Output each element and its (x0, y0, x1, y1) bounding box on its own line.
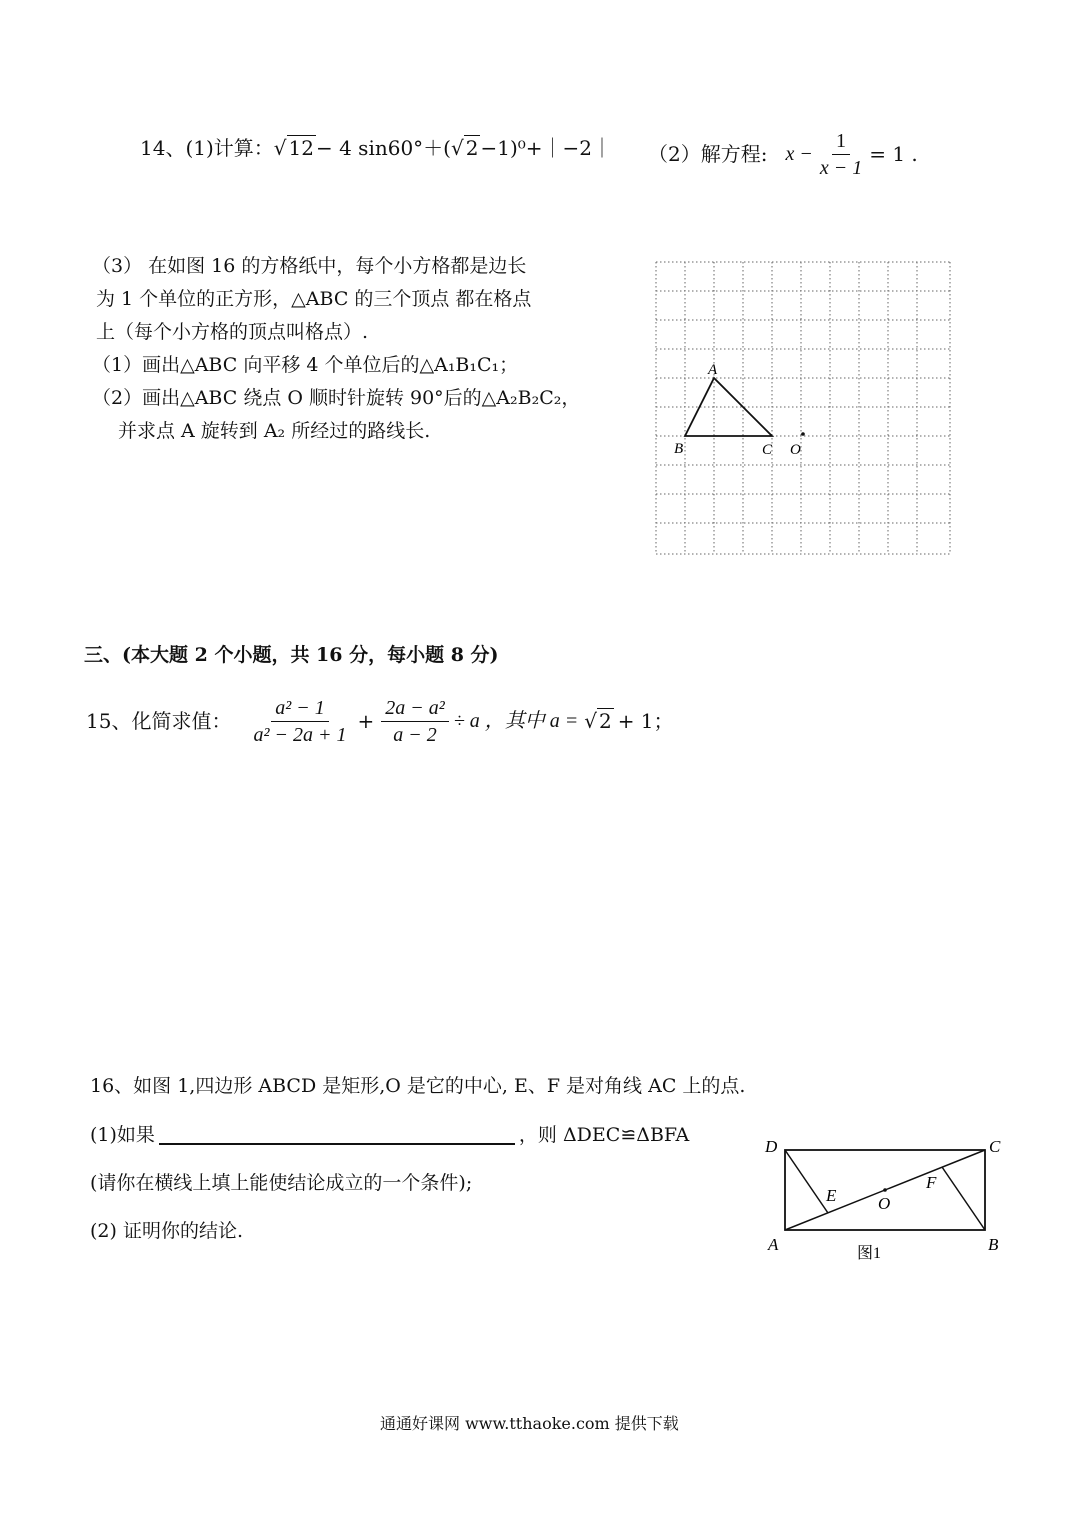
q14-part1-rest: − 4 sin60°＋( (315, 136, 451, 160)
label-b: B (674, 441, 684, 457)
q15-div: ÷ a ，其中 a = (453, 710, 579, 732)
answer-blank[interactable] (159, 1125, 515, 1145)
q16-condition (90, 1125, 689, 1145)
q15-f1-denominator: a² − 2a + 1 (253, 723, 347, 746)
equation-lhs: x − (785, 143, 813, 165)
fig-label-b: B (988, 1235, 999, 1254)
fig-caption: 图1 (857, 1245, 882, 1262)
q14-3-line5: （2）画出△ABC 绕点 O 顺时针旋转 90°后的△A₂B₂C₂， (92, 387, 581, 409)
q15-tail: + 1； (617, 709, 674, 733)
label-c: C (762, 442, 773, 458)
section-heading: 三、(本大题 2 个小题，共 16 分，每小题 8 分) (84, 644, 499, 666)
q16-cond-suffix: ，则 ΔDEC≌ΔBFA (518, 1124, 690, 1146)
q14-part2-label: （2）解方程: (648, 142, 768, 166)
q14-3-line6: 并求点 A 旋转到 A₂ 所经过的路线长. (118, 420, 431, 442)
q16-cond-prefix: (1)如果 (90, 1124, 155, 1146)
q15-f1-numerator: a² − 1 (271, 698, 329, 722)
rectangle-figure (760, 1130, 1010, 1270)
fraction-numerator: 1 (832, 131, 850, 155)
q14-3-line2: 为 1 个单位的正方形，△ABC 的三个顶点 都在格点 (96, 288, 532, 310)
footer-text: 通通好课网 www.tthaoke.com 提供下载 (380, 1414, 679, 1433)
label-o: O (790, 442, 801, 458)
fig-label-o: O (878, 1194, 891, 1213)
fig-label-a: A (768, 1235, 779, 1254)
fig-label-e: E (826, 1186, 837, 1205)
fraction-denominator: x − 1 (819, 156, 863, 179)
center-o (883, 1188, 887, 1192)
q15-fraction-1 (249, 698, 350, 745)
q14-line (140, 138, 612, 158)
q15-f2-numerator: 2a − a² (381, 698, 449, 722)
q14-part2 (648, 126, 918, 182)
segment-bf (942, 1167, 985, 1230)
fig-label-f: F (926, 1173, 937, 1192)
equation-rhs: = 1 . (869, 142, 918, 166)
segment-de (785, 1150, 828, 1213)
label-a: A (708, 362, 718, 378)
q14-3-line1: （3） 在如图 16 的方格纸中，每个小方格都是边长 (92, 255, 527, 277)
q14-part1-label: 14、(1)计算： (140, 136, 274, 160)
q15-fraction-2 (381, 698, 449, 745)
equation-fraction (816, 131, 866, 178)
q15-plus: + (357, 709, 375, 733)
q14-part1-close: −1)⁰+｜−2｜ (480, 136, 613, 160)
point-o (801, 432, 805, 436)
q16-intro: 16、如图 1,四边形 ABCD 是矩形,O 是它的中心, E、F 是对角线 AC 上的点. (90, 1075, 746, 1097)
q15-sqrt-2: √ 2 (584, 709, 612, 733)
sqrt-12: √ 12 (273, 136, 314, 160)
grid-lines (656, 262, 950, 554)
q16-prove: (2) 证明你的结论. (90, 1220, 243, 1242)
q15-line (86, 688, 674, 754)
q15-label: 15、化简求值： (86, 709, 232, 733)
q14-3-line4: （1）画出△ABC 向平移 4 个单位后的△A₁B₁C₁； (92, 354, 519, 376)
q14-3-line3: 上（每个小方格的顶点叫格点）. (96, 321, 369, 343)
sqrt-2: √ 2 (450, 136, 479, 160)
fig-label-d: D (765, 1137, 778, 1156)
q15-f2-denominator: a − 2 (393, 723, 437, 746)
fig-label-c: C (989, 1137, 1001, 1156)
grid-figure (650, 256, 956, 560)
q16-hint: (请你在横线上填上能使结论成立的一个条件); (90, 1172, 473, 1194)
